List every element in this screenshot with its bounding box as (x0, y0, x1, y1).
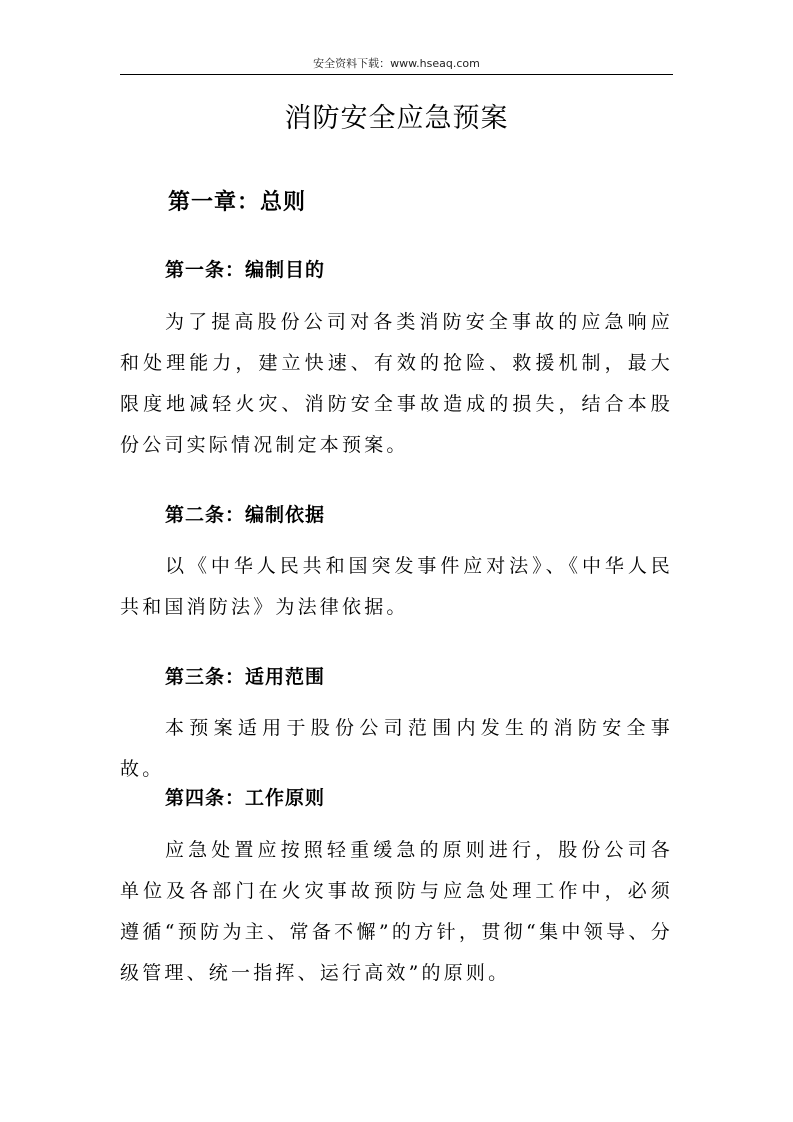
article-3-title: 第三条：适用范围 (165, 666, 326, 688)
article-2-body: 以《中华人民共和国突发事件应对法》、《中华人民共和国消防法》为法律依据。 (120, 555, 673, 618)
article-3-body: 本预案适用于股份公司范围内发生的消防安全事故。 (120, 717, 673, 780)
chapter-heading: 第一章：总则 (168, 189, 307, 215)
document-title: 消防安全应急预案 (284, 103, 509, 134)
article-2-title: 第二条：编制依据 (165, 504, 326, 526)
header-divider (120, 74, 673, 75)
article-4-title: 第四条：工作原则 (165, 787, 326, 809)
page-header: 安全资料下载：www.hseaq.com (313, 57, 480, 70)
article-1-body: 为了提高股份公司对各类消防安全事故的应急响应和处理能力，建立快速、有效的抢险、救援机制，最大限度地减轻火灾、消防安全事故造成的损失，结合本股份公司实际情况制定本预案。 (120, 311, 673, 456)
article-4-body: 应急处置应按照轻重缓急的原则进行，股份公司各单位及各部门在火灾事故预防与应急处理工作中，必须遵循“预防为主、常备不懈”的方针，贯彻“集中领导、分级管理、统一指挥、运行高效”的原则。 (120, 839, 673, 984)
article-1-title: 第一条：编制目的 (165, 259, 326, 281)
